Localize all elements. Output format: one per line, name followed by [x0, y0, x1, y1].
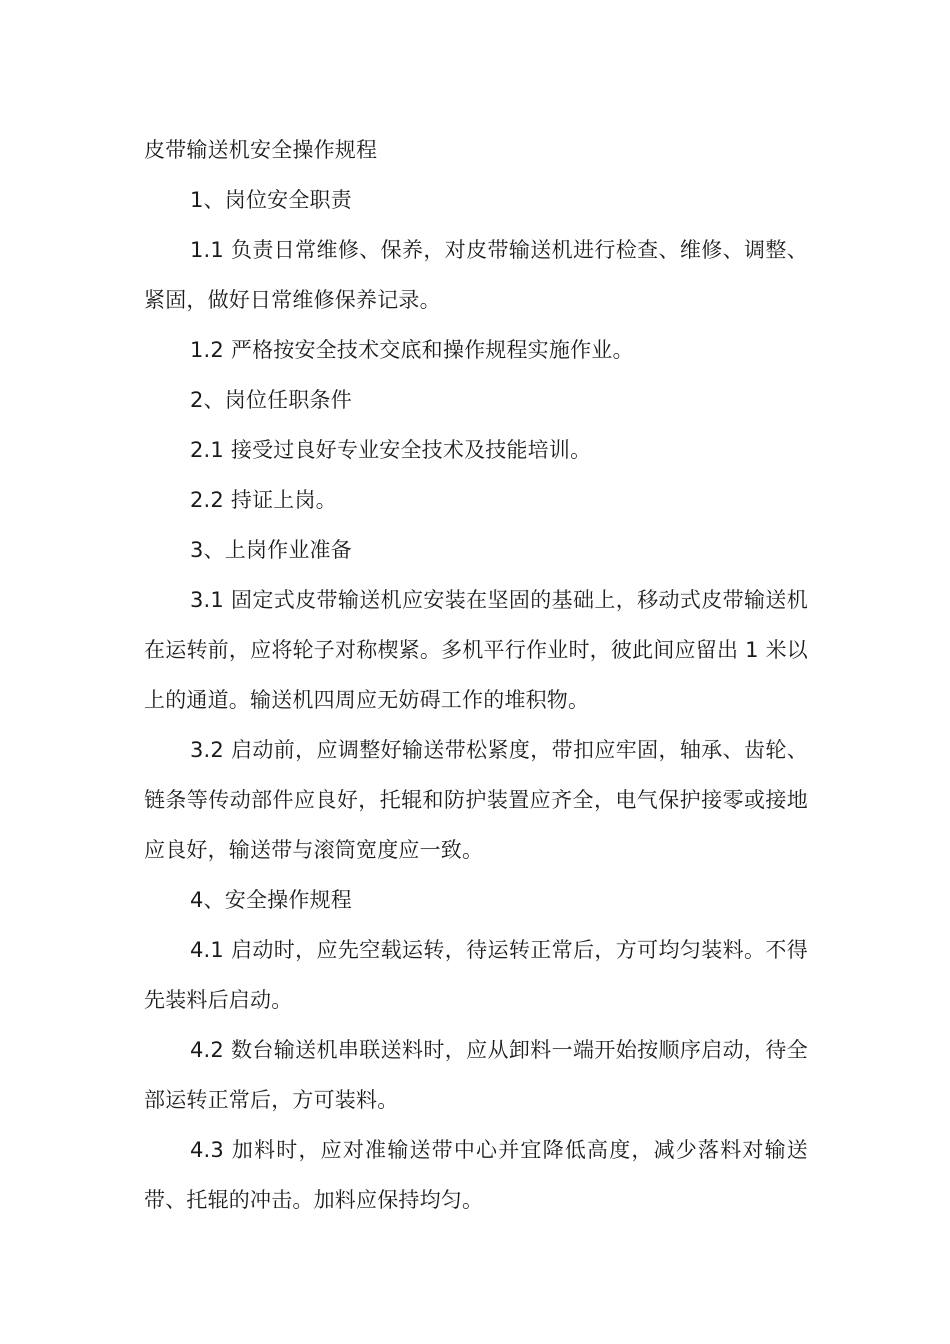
paragraph-1-2: 1.2 严格按安全技术交底和操作规程实施作业。 — [190, 338, 634, 362]
section-heading-2: 2、岗位任职条件 — [190, 388, 352, 412]
paragraph-1-1: 1.1 负责日常维修、保养，对皮带输送机进行检查、维修、调整、紧固，做好日常维修保养记录。 — [144, 238, 808, 312]
section-heading-3: 3、上岗作业准备 — [190, 538, 352, 562]
paragraph-4-3: 4.3 加料时，应对准输送带中心并宜降低高度，减少落料对输送带、托辊的冲击。加料应保持均匀。 — [144, 1138, 808, 1212]
paragraph-4-1: 4.1 启动时，应先空载运转，待运转正常后，方可均匀装料。不得先装料后启动。 — [144, 938, 808, 1012]
paragraph-3-1: 3.1 固定式皮带输送机应安装在坚固的基础上，移动式皮带输送机在运转前，应将轮子对称楔紧。多机平行作业时，彼此间应留出 1 米以上的通道。输送机四周应无妨碍工作的堆积物。 — [144, 588, 808, 712]
paragraph-2-1: 2.1 接受过良好专业安全技术及技能培训。 — [190, 438, 592, 462]
paragraph-2-2: 2.2 持证上岗。 — [190, 488, 337, 512]
document-title: 皮带输送机安全操作规程 — [144, 138, 378, 162]
section-heading-4: 4、安全操作规程 — [190, 888, 352, 912]
paragraph-4-2: 4.2 数台输送机串联送料时，应从卸料一端开始按顺序启动，待全部运转正常后，方可装料。 — [144, 1038, 808, 1112]
section-heading-1: 1、岗位安全职责 — [190, 188, 352, 212]
paragraph-3-2: 3.2 启动前，应调整好输送带松紧度，带扣应牢固，轴承、齿轮、链条等传动部件应良好，托辊和防护装置应齐全，电气保护接零或接地应良好，输送带与滚筒宽度应一致。 — [144, 738, 808, 862]
document-body — [144, 125, 808, 1225]
